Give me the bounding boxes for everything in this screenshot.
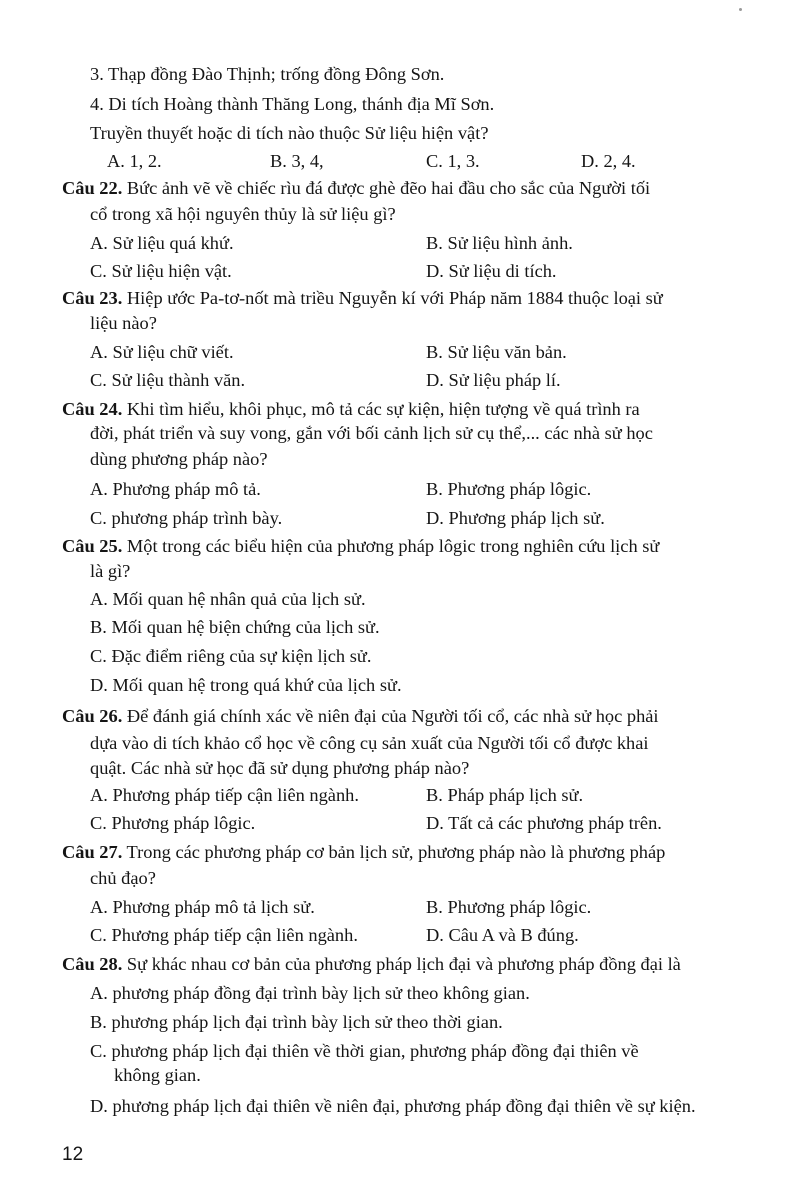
question-24-option-a: A. Phương pháp mô tả.	[90, 479, 261, 499]
question-25-option-c: C. Đặc điểm riêng của sự kiện lịch sử.	[90, 646, 372, 666]
question-26-text: Để đánh giá chính xác về niên đại của Người tối cổ, các nhà sử học phải	[122, 706, 659, 726]
option-d: D. 2, 4.	[581, 151, 636, 171]
option-a: A. 1, 2.	[107, 151, 162, 171]
question-23-text-cont: liệu nào?	[90, 313, 157, 333]
question-26-option-a: A. Phương pháp tiếp cận liên ngành.	[90, 785, 359, 805]
question-23-option-d: D. Sử liệu pháp lí.	[426, 370, 561, 390]
question-25-label: Câu 25.	[62, 536, 123, 556]
question-22-stem	[62, 176, 650, 200]
question-27-stem	[62, 840, 665, 864]
question-22-text: Bức ảnh vẽ về chiếc rìu đá được ghè đẽo hai đầu cho sắc của Người tối	[122, 178, 651, 198]
question-25-option-a: A. Mối quan hệ nhân quả của lịch sử.	[90, 589, 366, 609]
question-28-option-b: B. phương pháp lịch đại trình bày lịch sử theo thời gian.	[90, 1012, 503, 1032]
question-24-text: Khi tìm hiểu, khôi phục, mô tả các sự kiện, hiện tượng về quá trình ra	[122, 399, 640, 419]
question-24-option-c: C. phương pháp trình bày.	[90, 508, 283, 528]
question-24-text-cont: đời, phát triển và suy vong, gắn với bối cảnh lịch sử cụ thể,... các nhà sử học	[90, 423, 653, 443]
question-26-option-c: C. Phương pháp lôgic.	[90, 813, 256, 833]
question-26-label: Câu 26.	[62, 706, 123, 726]
question-23-stem	[62, 286, 663, 310]
question-25-option-b: B. Mối quan hệ biện chứng của lịch sử.	[90, 617, 380, 637]
question-27-text: Trong các phương pháp cơ bản lịch sử, phương pháp nào là phương pháp	[122, 842, 666, 862]
question-26-stem	[62, 704, 659, 728]
question-28-option-c: C. phương pháp lịch đại thiên về thời gian, phương pháp đồng đại thiên về	[90, 1041, 639, 1061]
question-25-option-d: D. Mối quan hệ trong quá khứ của lịch sử.	[90, 675, 402, 695]
question-28-stem	[62, 952, 681, 976]
list-item-3: 3. Thạp đồng Đào Thịnh; trống đồng Đông Sơn.	[90, 64, 445, 84]
list-item-4: 4. Di tích Hoàng thành Thăng Long, thánh địa Mĩ Sơn.	[90, 94, 495, 114]
question-22-option-a: A. Sử liệu quá khứ.	[90, 233, 234, 253]
question-prompt: Truyền thuyết hoặc di tích nào thuộc Sử liệu hiện vật?	[90, 123, 489, 143]
scan-speck	[739, 8, 742, 11]
question-28-label: Câu 28.	[62, 954, 123, 974]
question-24-text-cont-2: dùng phương pháp nào?	[90, 449, 268, 469]
question-27-option-b: B. Phương pháp lôgic.	[426, 897, 592, 917]
question-27-option-a: A. Phương pháp mô tả lịch sử.	[90, 897, 315, 917]
question-22-option-c: C. Sử liệu hiện vật.	[90, 261, 232, 281]
question-23-text: Hiệp ước Pa-tơ-nốt mà triều Nguyễn kí với Pháp năm 1884 thuộc loại sử	[122, 288, 663, 308]
question-22-option-d: D. Sử liệu di tích.	[426, 261, 557, 281]
question-25-text: Một trong các biểu hiện của phương pháp lôgic trong nghiên cứu lịch sử	[122, 536, 660, 556]
question-23-option-a: A. Sử liệu chữ viết.	[90, 342, 234, 362]
question-22-text-cont: cổ trong xã hội nguyên thủy là sử liệu gì?	[90, 204, 396, 224]
question-26-text-cont: dựa vào di tích khảo cổ học về công cụ sản xuất của Người tối cổ được khai	[90, 733, 649, 753]
question-27-text-cont: chủ đạo?	[90, 868, 156, 888]
question-25-text-cont: là gì?	[90, 561, 131, 581]
question-28-option-d: D. phương pháp lịch đại thiên về niên đại, phương pháp đồng đại thiên về sự kiện.	[90, 1096, 696, 1116]
option-c: C. 1, 3.	[426, 151, 480, 171]
question-28-option-c-cont: không gian.	[114, 1065, 201, 1085]
question-24-label: Câu 24.	[62, 399, 123, 419]
question-24-option-b: B. Phương pháp lôgic.	[426, 479, 592, 499]
question-26-text-cont-2: quật. Các nhà sử học đã sử dụng phương pháp nào?	[90, 758, 470, 778]
option-b: B. 3, 4,	[270, 151, 324, 171]
question-27-label: Câu 27.	[62, 842, 123, 862]
question-24-option-d: D. Phương pháp lịch sử.	[426, 508, 605, 528]
question-22-label: Câu 22.	[62, 178, 123, 198]
question-28-option-a: A. phương pháp đồng đại trình bày lịch sử theo không gian.	[90, 983, 530, 1003]
page-number: 12	[62, 1144, 84, 1165]
question-28-text: Sự khác nhau cơ bản của phương pháp lịch đại và phương pháp đồng đại là	[122, 954, 681, 974]
question-27-option-d: D. Câu A và B đúng.	[426, 925, 579, 945]
question-23-label: Câu 23.	[62, 288, 123, 308]
question-27-option-c: C. Phương pháp tiếp cận liên ngành.	[90, 925, 358, 945]
question-25-stem	[62, 534, 659, 558]
question-23-option-c: C. Sử liệu thành văn.	[90, 370, 246, 390]
question-24-stem	[62, 397, 640, 421]
question-22-option-b: B. Sử liệu hình ảnh.	[426, 233, 573, 253]
question-26-option-b: B. Pháp pháp lịch sử.	[426, 785, 584, 805]
question-23-option-b: B. Sử liệu văn bản.	[426, 342, 567, 362]
question-26-option-d: D. Tất cả các phương pháp trên.	[426, 813, 662, 833]
